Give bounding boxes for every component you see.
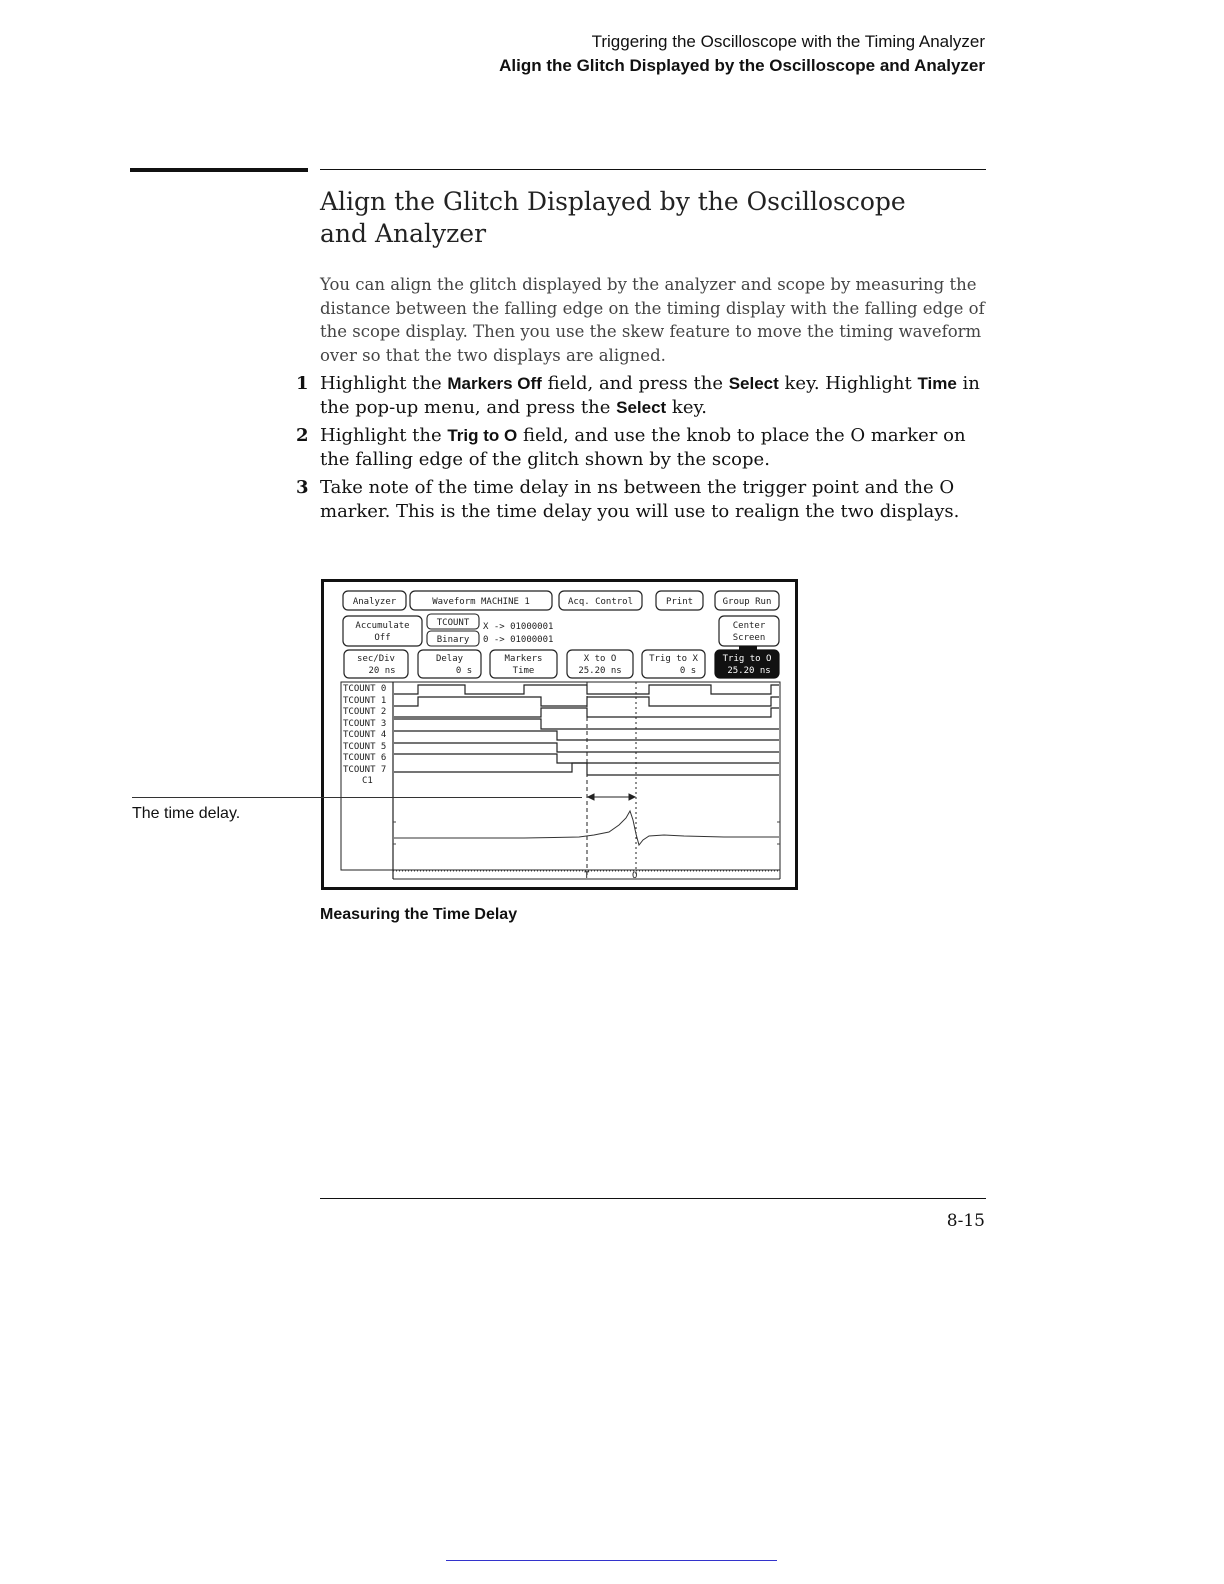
step-number: 1	[296, 373, 309, 394]
binary-label: Binary	[436, 635, 470, 645]
trigger-marker-label: T	[584, 871, 590, 881]
o-marker-label: O	[632, 871, 638, 881]
callout-leader-line	[132, 797, 582, 798]
step-text: field, and press the	[541, 373, 729, 394]
accumulate-value: Off	[374, 633, 391, 643]
channel-label-scope: C1	[362, 776, 373, 786]
accumulate-button[interactable]	[343, 616, 422, 646]
channel-label: TCOUNT 5	[343, 742, 387, 752]
step-text: Highlight the	[320, 425, 448, 446]
key-label: Time	[917, 374, 957, 393]
delay-value: 0 s	[455, 666, 473, 676]
footer-rule	[320, 1198, 986, 1199]
step-text: field, and use the knob to place the O marker on the falling edge of the glitch shown by the scope.	[320, 425, 966, 470]
step-text: key. Highlight	[778, 373, 918, 394]
group-run-button[interactable]	[715, 591, 779, 610]
step-1	[296, 372, 986, 420]
trig-to-x-value: 0 s	[679, 666, 697, 676]
analyzer-button-label: Analyzer	[352, 597, 397, 607]
intro-paragraph: You can align the glitch displayed by the analyzer and scope by measuring the distance between the falling edge on the timing display with the falling edge of the scope display. Then you use the skew feature to move the timing waveform over so that the two displays are aligned.	[320, 275, 985, 365]
step-2	[296, 424, 986, 472]
trig-to-o-field[interactable]	[715, 646, 779, 678]
print-button[interactable]	[656, 591, 703, 610]
group-run-label: Group Run	[722, 597, 772, 607]
tcount-field[interactable]	[427, 614, 479, 629]
tcount-label: TCOUNT	[436, 618, 470, 628]
figure-caption: Measuring the Time Delay	[320, 906, 518, 923]
x-marker-value: X -> 01000001	[483, 622, 554, 632]
binary-field[interactable]	[427, 631, 479, 646]
time-delay-arrow	[588, 794, 635, 800]
accumulate-label: Accumulate	[355, 621, 410, 631]
steps-list	[296, 372, 986, 528]
running-header-chapter: Triggering the Oscilloscope with the Timing Analyzer	[591, 32, 985, 51]
markers-value: Time	[512, 666, 535, 676]
step-text: Highlight the	[320, 373, 448, 394]
section-title: Align the Glitch Displayed by the Oscilloscope and Analyzer	[320, 187, 906, 248]
channel-label: TCOUNT 6	[343, 753, 387, 763]
sec-div-field[interactable]	[344, 650, 408, 678]
acq-control-label: Acq. Control	[567, 597, 634, 607]
channel-label: TCOUNT 4	[343, 730, 387, 740]
key-label: Markers Off	[447, 374, 542, 393]
section-rule-thick	[130, 168, 308, 172]
running-header-section: Align the Glitch Displayed by the Oscilloscope and Analyzer	[499, 56, 985, 75]
key-label: Select	[616, 398, 667, 417]
waveform-button-label: Waveform MACHINE 1	[432, 597, 530, 607]
channel-label: TCOUNT 1	[343, 696, 387, 706]
key-label: Trig to O	[447, 426, 518, 445]
analyzer-screen-figure	[321, 579, 798, 890]
markers-label: Markers	[504, 654, 543, 664]
center-screen-button[interactable]	[719, 616, 779, 646]
print-label: Print	[665, 597, 694, 607]
step-text: in the pop-up menu, and press the	[320, 373, 980, 418]
waveform-frame	[341, 682, 780, 870]
trig-to-o-label: Trig to O	[722, 654, 772, 664]
channel-label: TCOUNT 0	[343, 684, 387, 694]
x-to-o-label: X to O	[583, 654, 617, 664]
markers-field[interactable]	[490, 650, 557, 678]
center-label: Center	[732, 621, 766, 631]
page-number: 8-15	[946, 1211, 985, 1231]
o-marker-value: 0 -> 01000001	[483, 635, 554, 645]
x-to-o-field[interactable]	[567, 650, 633, 678]
waveform-menu-button[interactable]	[410, 591, 552, 610]
step-text: key.	[666, 397, 707, 418]
acq-control-button[interactable]	[559, 591, 642, 610]
section-rule-thin	[320, 169, 986, 170]
channel-label: TCOUNT 2	[343, 707, 387, 717]
bottom-link-underline[interactable]	[446, 1560, 777, 1561]
step-number: 2	[296, 425, 309, 446]
channel-label: TCOUNT 7	[343, 765, 387, 775]
delay-label: Delay	[435, 654, 464, 664]
step-number: 3	[296, 477, 309, 498]
trig-to-x-label: Trig to X	[649, 654, 698, 664]
analyzer-screen-svg	[324, 582, 795, 887]
key-label: Select	[728, 374, 779, 393]
delay-field[interactable]	[418, 650, 481, 678]
callout-time-delay: The time delay.	[132, 805, 241, 822]
sec-div-value: 20 ns	[368, 666, 396, 676]
screen-label: Screen	[732, 633, 766, 643]
step-text: Take note of the time delay in ns between the trigger point and the O marker. This is the time delay you will use to realign the two displays.	[320, 477, 960, 522]
trig-to-o-value: 25.20 ns	[727, 666, 771, 676]
trig-to-x-field[interactable]	[642, 650, 705, 678]
analyzer-button[interactable]	[343, 591, 406, 610]
channel-label: TCOUNT 3	[343, 719, 387, 729]
sec-div-label: sec/Div	[357, 654, 395, 664]
step-3	[296, 476, 986, 524]
x-to-o-value: 25.20 ns	[578, 666, 622, 676]
